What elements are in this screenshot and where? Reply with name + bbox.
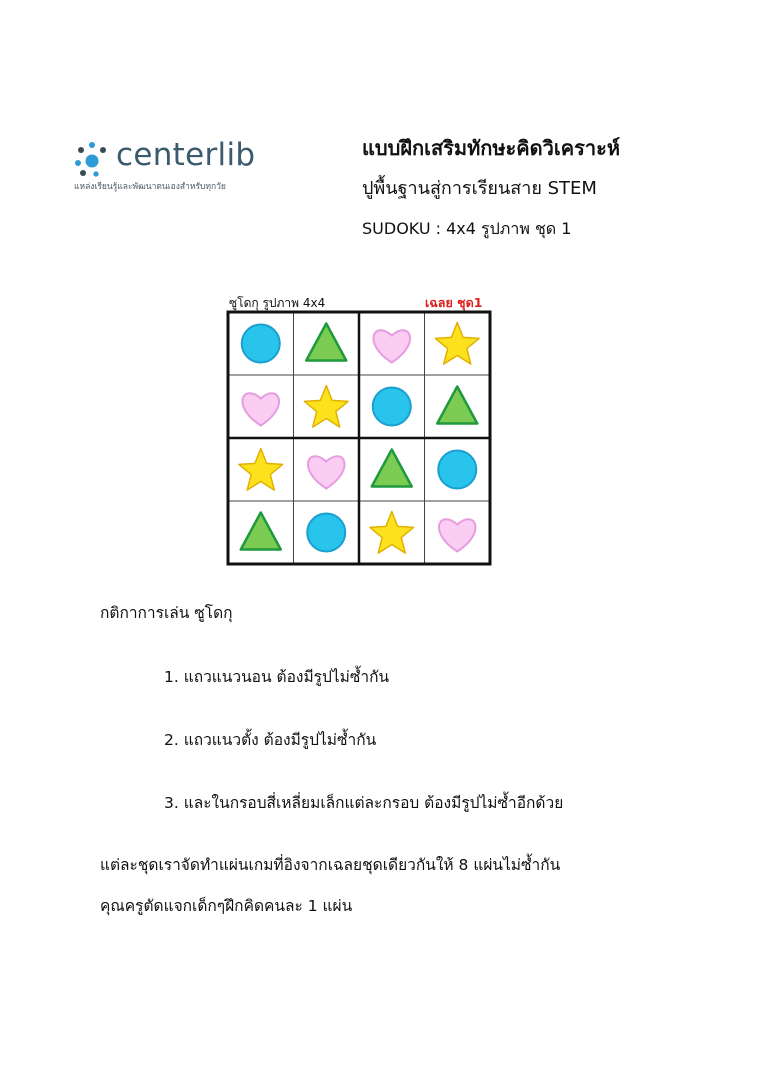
worksheet-title: แบบฝึกเสริมทักษะคิดวิเคราะห์ — [362, 136, 621, 160]
worksheet-subtitle: ปูพื้นฐานสู่การเรียนสาย STEM — [362, 178, 597, 199]
circle-shape — [373, 388, 411, 426]
sudoku-grid-svg — [226, 310, 492, 566]
sudoku-set-line: SUDOKU : 4x4 รูปภาพ ชุด 1 — [362, 219, 572, 238]
centerlib-logo — [72, 133, 272, 193]
note-line: คุณครูตัดแจกเด็กๆฝึกคิดคนละ 1 แผ่น — [100, 897, 353, 915]
puzzle-label: ซูโดกุ รูปภาพ 4x4 — [229, 296, 326, 310]
circle-shape — [438, 451, 476, 489]
rule-item: 3. และในกรอบสี่เหลี่ยมเล็กแต่ละกรอบ ต้องมีรูปไม่ซ้ำอีกด้วย — [164, 794, 564, 812]
note-line: แต่ละชุดเราจัดทำแผ่นเกมที่อิงจากเฉลยชุดเดียวกันให้ 8 แผ่นไม่ซ้ำกัน — [100, 856, 561, 874]
rule-item: 2. แถวแนวตั้ง ต้องมีรูปไม่ซ้ำกัน — [164, 731, 377, 749]
circle-shape — [242, 325, 280, 363]
centerlib-logo-icon — [72, 137, 114, 179]
sudoku-grid — [226, 310, 492, 566]
circle-shape — [307, 514, 345, 552]
worksheet-header — [362, 134, 620, 240]
rule-item: 1. แถวแนวนอน ต้องมีรูปไม่ซ้ำกัน — [164, 668, 390, 686]
logo-tagline: แหล่งเรียนรู้และพัฒนาตนเองสำหรับทุกวัย — [74, 182, 226, 192]
rules-title: กติกาการเล่น ซูโดกุ — [100, 604, 233, 622]
logo-wordmark: centerlib — [116, 137, 256, 173]
answer-label: เฉลย ชุด1 — [425, 295, 483, 310]
